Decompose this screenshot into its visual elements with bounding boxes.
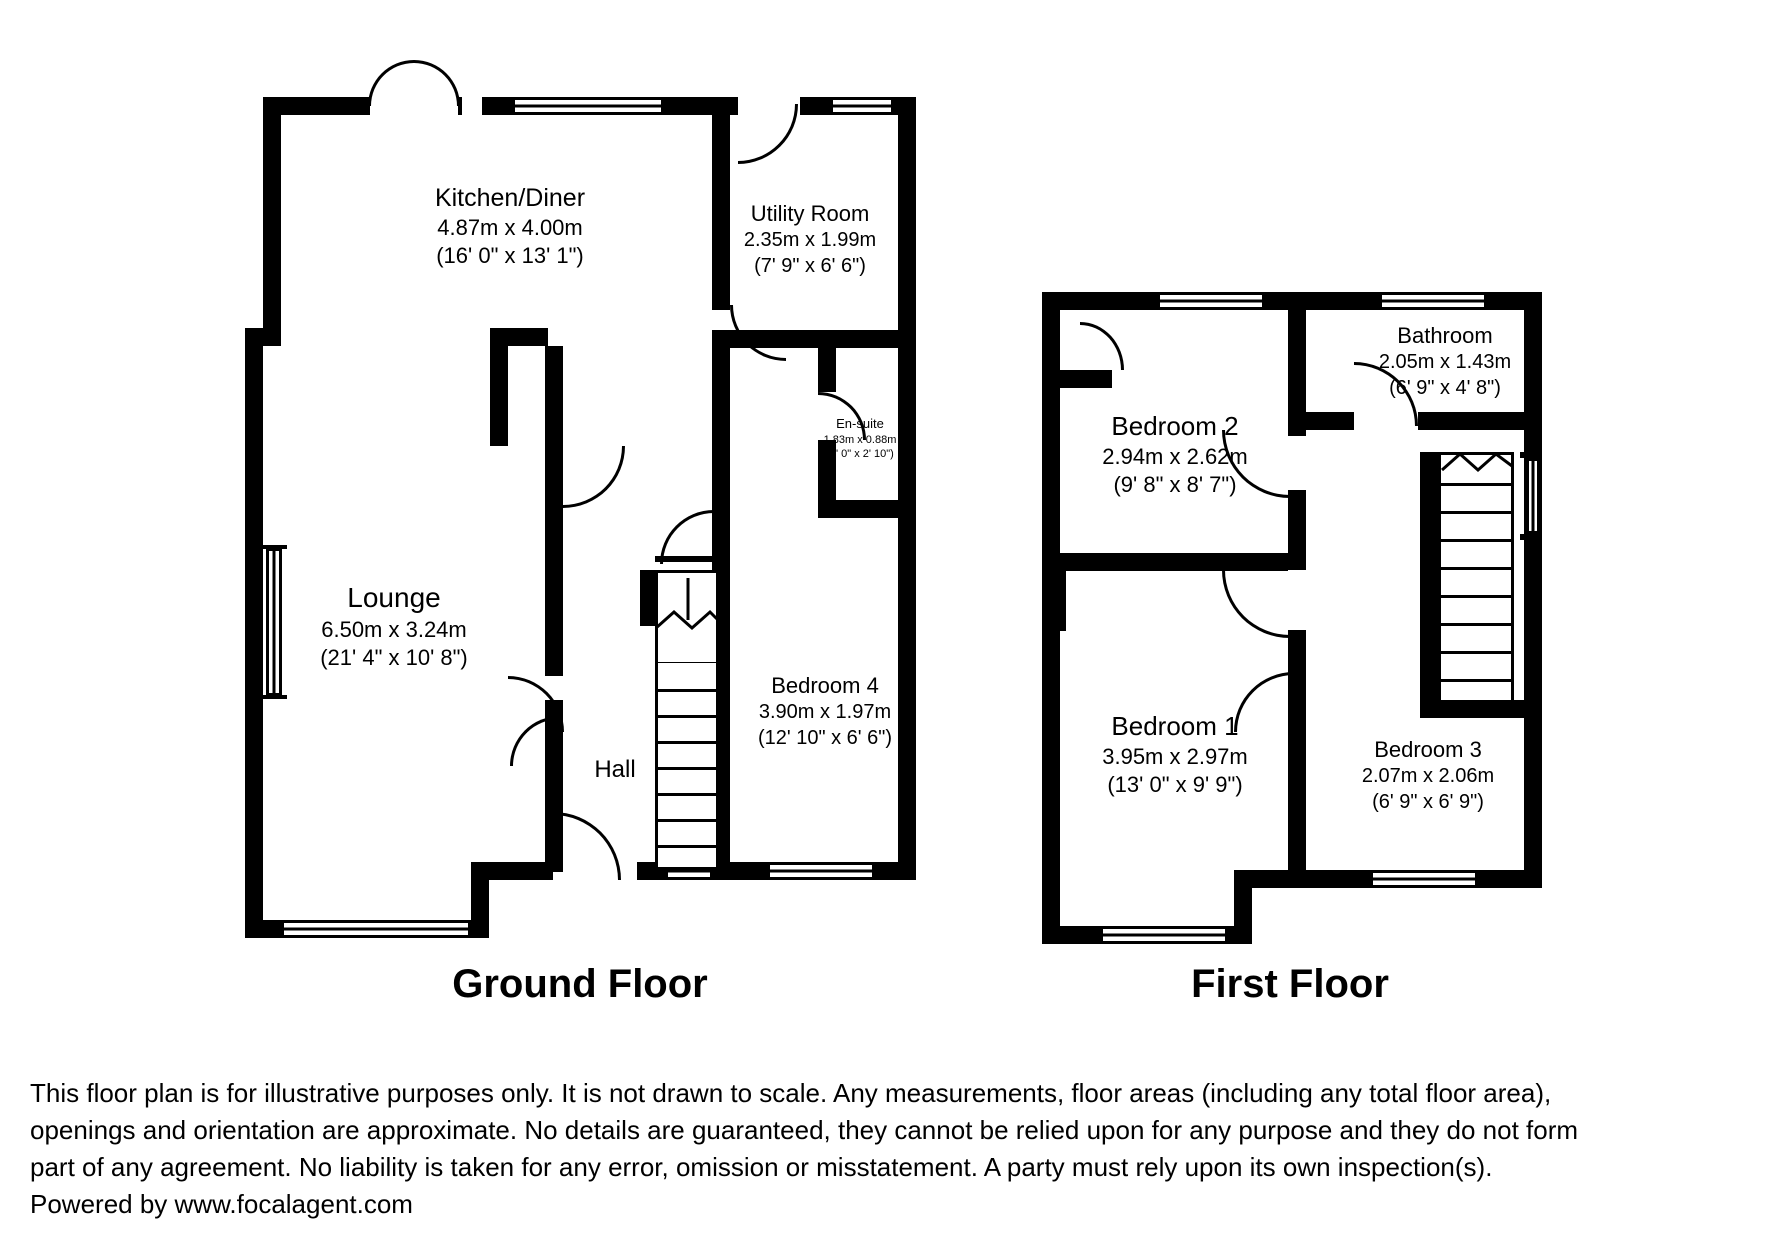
stair-direction-marker-first: [1438, 440, 1516, 480]
door-bedroom1: [1222, 570, 1290, 638]
wall-ff-right-window-top: [1520, 452, 1542, 458]
door-kitchen-hall: [563, 446, 625, 508]
door-kitchen-external: [368, 60, 414, 106]
staircase-first: [1438, 452, 1514, 704]
room-label-utility-room: [705, 200, 915, 279]
room-label-bedroom-3: [1318, 736, 1538, 815]
room-metric: 3.90m x 1.97m: [758, 701, 892, 724]
wall-ensuite-top-stub: [818, 348, 836, 392]
wall-gf-left-kitchen: [263, 97, 281, 329]
room-imperial: (21' 4" x 10' 8"): [320, 644, 468, 670]
wall-kitchen-door-jamb: [366, 97, 370, 115]
wall-utility-ensuite-divider: [730, 330, 916, 348]
door-bedroom2-cupboard: [1080, 322, 1124, 370]
room-imperial: (9' 8" x 8' 7"): [1113, 472, 1237, 498]
room-name: Bedroom 4: [771, 673, 879, 698]
wall-landing-divider-bottom: [1288, 718, 1306, 878]
wall-kitchen-lounge-vert: [545, 346, 563, 446]
wall-gf-left-lounge: [245, 328, 263, 938]
wall-utility-lower: [712, 330, 730, 520]
room-name: Lounge: [347, 582, 441, 613]
room-name: Bedroom 2: [1111, 411, 1239, 441]
wall-ff-bottom-step: [1234, 870, 1252, 944]
wall-bathroom-divider: [1418, 412, 1542, 430]
disclaimer-line-1: This floor plan is for illustrative purposes only. It is not drawn to scale. Any measurements, floor areas (including any total floor area),: [30, 1078, 1552, 1108]
room-metric: 3.95m x 2.97m: [1102, 744, 1248, 770]
wall-lounge-bay-top: [263, 545, 287, 549]
wall-ff-bottom-right-b: [1478, 870, 1542, 888]
wall-bathroom-left: [1306, 412, 1354, 430]
window-kitchen-top: [512, 97, 664, 115]
wall-bed2-cupboard: [1060, 370, 1112, 388]
room-metric: 2.94m x 2.62m: [1102, 444, 1248, 470]
window-landing-side: [1526, 458, 1540, 534]
window-bedroom2-top: [1157, 292, 1265, 310]
wall-stair-first-left: [1420, 452, 1438, 718]
disclaimer-text: [30, 1075, 1750, 1223]
room-name: Bathroom: [1397, 323, 1493, 348]
room-label-bedroom-4: [730, 672, 920, 751]
window-bedroom1-front: [1100, 926, 1228, 944]
room-metric: 4.87m x 4.00m: [437, 215, 583, 240]
room-label-hall: [565, 755, 665, 786]
wall-gf-bottom-bed4-left: [735, 862, 767, 880]
wall-lounge-bay-bottom: [263, 695, 287, 699]
room-label-lounge: [264, 580, 524, 672]
room-name: Hall: [594, 756, 636, 783]
door-utility-external: [738, 104, 798, 164]
room-imperial: (6' 9" x 4' 8"): [1389, 376, 1501, 399]
window-bathroom-top: [1379, 292, 1487, 310]
room-imperial: (6' 9" x 6' 9"): [1372, 790, 1484, 813]
stair-direction-marker: [650, 572, 726, 662]
wall-landing-divider-upper: [1288, 310, 1306, 430]
room-label-bathroom: [1340, 322, 1550, 401]
window-lounge-front: [281, 920, 471, 938]
room-metric: 1.83m x 0.88m: [823, 433, 897, 446]
wall-landing-divider-mid: [1288, 490, 1306, 570]
wall-ff-bottom-right-a: [1252, 870, 1370, 888]
wall-kitchen-lounge-divider-2: [490, 328, 508, 446]
room-imperial: (16' 0" x 13' 1"): [436, 243, 584, 269]
wall-gf-porch-riser: [471, 862, 489, 938]
wall-gf-bottom-hall-left: [489, 862, 553, 880]
room-name: En-suite: [836, 416, 884, 431]
window-bedroom4-front: [767, 862, 875, 880]
wall-bed2-door-jamb: [1288, 430, 1306, 436]
room-imperial: (6' 0" x 2' 10"): [826, 447, 894, 460]
wall-utility-jamb: [712, 306, 730, 310]
wall-bed1-left-thick: [1042, 571, 1066, 631]
wall-ff-right-window-bottom: [1520, 534, 1542, 540]
wall-gf-top-mid: [482, 97, 512, 115]
window-utility-top: [830, 97, 894, 115]
room-name: Bedroom 3: [1374, 737, 1482, 762]
disclaimer-line-2: openings and orientation are approximate. No details are guaranteed, they cannot be relied upon for any purpose and they do not form: [30, 1114, 1579, 1145]
door-front-entrance: [553, 812, 621, 880]
room-label-bedroom-2: [1060, 410, 1290, 500]
room-metric: 2.35m x 1.99m: [743, 229, 877, 252]
door-kitchen-external-2: [414, 60, 460, 106]
room-name: Utility Room: [750, 201, 870, 226]
wall-kitchen-door-jamb-2: [458, 97, 462, 115]
room-imperial: (7' 9" x 6' 6"): [754, 254, 866, 277]
room-name: Bedroom 1: [1111, 711, 1239, 741]
room-label-bedroom-1: [1060, 710, 1290, 800]
wall-ff-top-mid: [1265, 292, 1379, 310]
wall-bed3-door-jamb: [1288, 712, 1306, 718]
room-metric: 2.05m x 1.43m: [1378, 351, 1512, 374]
wall-lounge-right-upper: [545, 446, 563, 676]
floor-title-ground: Ground Floor: [452, 962, 708, 1006]
room-metric: 2.07m x 2.06m: [1361, 765, 1495, 788]
wall-gf-top-utility: [800, 97, 830, 115]
wall-gf-bottom-lounge: [245, 920, 281, 938]
room-name: Kitchen/Diner: [434, 184, 586, 212]
room-metric: 6.50m x 3.24m: [321, 616, 467, 642]
window-bedroom3-front: [1370, 870, 1478, 888]
floor-title-first: First Floor: [1191, 962, 1389, 1006]
wall-bed2-bed1-divider: [1042, 553, 1288, 571]
wall-ff-bottom-left: [1042, 926, 1100, 944]
wall-stair-head: [655, 556, 719, 562]
room-label-kitchen-diner: [360, 182, 660, 270]
room-imperial: (12' 10" x 6' 6"): [757, 726, 893, 749]
room-imperial: (13' 0" x 9' 9"): [1107, 772, 1243, 798]
wall-stair-newel: [640, 570, 658, 626]
room-label-ensuite: [790, 416, 930, 461]
disclaimer-line-3: part of any agreement. No liability is taken for any error, omission or misstatement. A party must rely upon its own inspection(s).: [30, 1151, 1493, 1182]
disclaimer-line-4: Powered by www.focalagent.com: [30, 1188, 413, 1219]
